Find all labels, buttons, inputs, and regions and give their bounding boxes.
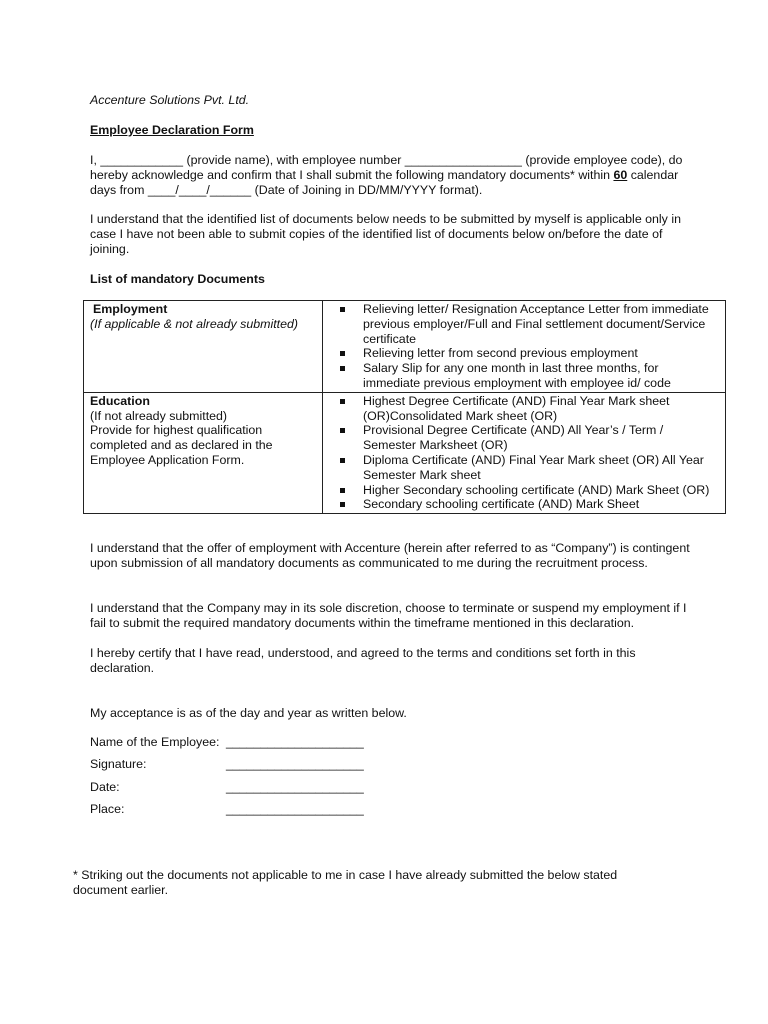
list-item: [329, 302, 719, 346]
list-item-text: Relieving letter from second previous employment: [363, 346, 638, 361]
acceptance-paragraph: My acceptance is as of the day and year as written below.: [90, 706, 407, 720]
date-label: Date:: [90, 780, 120, 794]
certification-paragraph: I hereby certify that I have read, understood, and agreed to the terms and conditions set forth in this declaration.: [90, 646, 636, 675]
employment-documents-cell: [323, 301, 726, 393]
applicability-paragraph: I understand that the identified list of documents below needs to be submitted by myself is applicable only in case I have not been able to submit copies of the identified list of documents below on/before the date of joining.: [90, 212, 681, 256]
documents-table: [83, 300, 726, 514]
list-item-text: Secondary schooling certificate (AND) Mark Sheet: [363, 497, 640, 512]
list-item-text: Highest Degree Certificate (AND) Final Year Mark sheet (OR)Consolidated Mark sheet (OR): [363, 393, 670, 423]
list-item: [329, 497, 719, 512]
signature-blank: ____________________: [226, 757, 364, 771]
list-item-text: Diploma Certificate (AND) Final Year Mark sheet (OR) All Year Semester Mark sheet: [363, 452, 704, 482]
intro-text-end: calendar days from ____/____/______ (Date of Joining in DD/MM/YYYY format).: [90, 167, 679, 197]
list-item-text: Relieving letter/ Resignation Acceptance Letter from immediate previous employer/Full and Final settlement document/Service certificate: [363, 302, 709, 346]
list-title: List of mandatory Documents: [90, 272, 265, 286]
bullet-icon: [340, 458, 345, 463]
place-blank: ____________________: [226, 802, 364, 816]
list-item: [329, 423, 719, 453]
bullet-icon: [340, 502, 345, 507]
employee-name-blank: ____________________: [226, 735, 364, 749]
education-instructions: Provide for highest qualification completed and as declared in the Employee Application Form.: [90, 423, 273, 467]
education-note: (If not already submitted): [90, 408, 228, 423]
company-name: Accenture Solutions Pvt. Ltd.: [90, 93, 250, 107]
list-item: [329, 361, 719, 391]
days-count: 60: [613, 167, 628, 182]
employment-documents-list: [329, 302, 719, 391]
employment-note: (If applicable & not already submitted): [90, 316, 298, 331]
employee-name-label: Name of the Employee:: [90, 735, 220, 749]
education-documents-list: [329, 394, 719, 512]
list-item-text: Provisional Degree Certificate (AND) All Year’s / Term / Semester Marksheet (OR): [363, 423, 664, 453]
list-item-text: Higher Secondary schooling certificate (AND) Mark Sheet (OR): [363, 482, 710, 497]
employment-heading: Employment: [93, 302, 168, 316]
table-row-education: [84, 392, 726, 513]
education-documents-cell: [323, 392, 726, 513]
education-heading: Education: [90, 393, 150, 408]
intro-paragraph: [90, 153, 690, 197]
table-row-employment: [84, 301, 726, 393]
form-title: Employee Declaration Form: [90, 123, 254, 137]
bullet-icon: [340, 428, 345, 433]
list-item-text: Salary Slip for any one month in last three months, for immediate previous employment with employee id/ code: [363, 361, 671, 390]
signature-label: Signature:: [90, 757, 147, 771]
list-item: [329, 483, 719, 498]
bullet-icon: [340, 399, 345, 404]
place-label: Place:: [90, 802, 125, 816]
intro-text-start: I, ____________ (provide name), with employee number _________________ (provide employee code), do hereby acknowledge and confirm that I shall submit the following mandatory documents* within: [90, 153, 683, 182]
list-item: [329, 346, 719, 361]
employment-category-cell: [84, 301, 323, 393]
list-item: [329, 394, 719, 424]
bullet-icon: [340, 488, 345, 493]
offer-contingency-paragraph: I understand that the offer of employment with Accenture (herein after referred to as “Company”) is contingent upon submission of all mandatory documents as communicated to me during the recruitment process.: [90, 541, 690, 570]
termination-paragraph: I understand that the Company may in its sole discretion, choose to terminate or suspend my employment if I fail to submit the required mandatory documents within the timeframe mentioned in this declaration.: [90, 601, 687, 630]
bullet-icon: [340, 351, 345, 356]
bullet-icon: [340, 307, 345, 312]
list-item: [329, 453, 719, 483]
date-blank: ____________________: [226, 780, 364, 794]
footnote: * Striking out the documents not applicable to me in case I have already submitted the below stated document earlier.: [73, 868, 618, 897]
bullet-icon: [340, 366, 345, 371]
education-category-cell: [84, 392, 323, 513]
